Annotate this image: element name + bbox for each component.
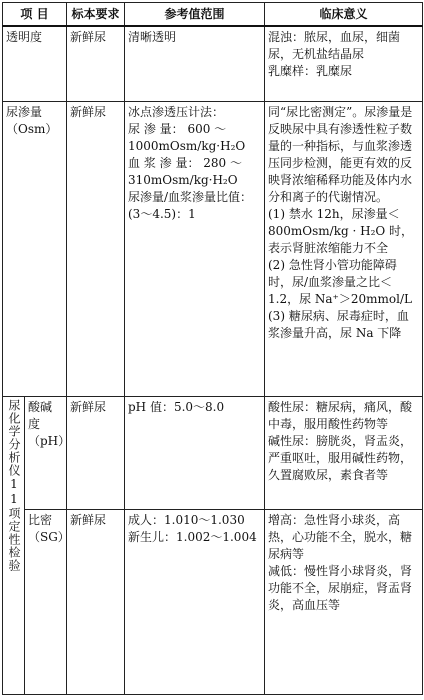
item-cell: 透明度 xyxy=(3,26,67,102)
header-item: 项 目 xyxy=(3,3,67,27)
ref-cell: pH 值：5.0～8.0 xyxy=(125,397,265,510)
sample-cell: 新鲜尿 xyxy=(67,397,125,510)
clinical-cell: 增高：急性肾小球炎，高热，心功能不全，脱水，糖尿病等 减低：慢性肾小球肾炎，肾功能不全，尿崩症，肾盂肾炎，高血压等 xyxy=(265,510,423,695)
sample-cell: 新鲜尿 xyxy=(67,26,125,102)
item-cell: 比密（SG） xyxy=(25,510,67,695)
table-row-osm xyxy=(3,102,423,397)
header-sample: 标本要求 xyxy=(67,3,125,27)
header-row xyxy=(3,3,423,27)
table-row-ph xyxy=(3,397,423,510)
clinical-cell: 酸性尿：糖尿病，痛风，酸中毒，服用酸性药物等 碱性尿：膀胱炎，肾盂炎，严重呕吐，服用碱性药物，久置腐败尿，素食者等 xyxy=(265,397,423,510)
item-cell: 尿渗量（Osm） xyxy=(3,102,67,397)
sample-cell: 新鲜尿 xyxy=(67,510,125,695)
item-cell: 酸碱度（pH） xyxy=(25,397,67,510)
ref-cell: 成人：1.010～1.030 新生儿：1.002～1.004 xyxy=(125,510,265,695)
sample-cell: 新鲜尿 xyxy=(67,102,125,397)
ref-cell: 冰点渗透压计法： 尿 渗 量： 600 ～1000mOsm/kg·H₂O 血 浆 渗 量： 280 ～310mOsm/kg·H₂O 尿渗量/血浆渗量比值：(3～4.5)：1 xyxy=(125,102,265,397)
header-clinical: 临床意义 xyxy=(265,3,423,27)
reference-table xyxy=(2,2,423,695)
clinical-cell: 混浊：脓尿，血尿，细菌尿，无机盐结晶尿 乳糜样：乳糜尿 xyxy=(265,26,423,102)
ref-cell: 清晰透明 xyxy=(125,26,265,102)
group-label: 尿化学分析仪11项定性检验 xyxy=(3,397,25,695)
table-row-transparency xyxy=(3,26,423,102)
table-row-sg xyxy=(3,510,423,695)
header-ref: 参考值范围 xyxy=(125,3,265,27)
clinical-cell: 同“尿比密测定”。尿渗量是反映尿中具有渗透性粒子数量的一种指标，与血浆渗透压同步检测，能更有效的反映肾浓缩稀释功能及体内水分和离子的代谢情况。 (1) 禁水 12h，尿渗量＜800mOsm/kg · H₂O 时，表示肾脏浓缩能力不全 (2) 急性肾小管功能障碍时，尿/血浆渗量之比＜1.2，尿 Na⁺＞20mmol/L (3) 糖尿病、尿毒症时，血浆渗量升高，尿 Na 下降 xyxy=(265,102,423,397)
